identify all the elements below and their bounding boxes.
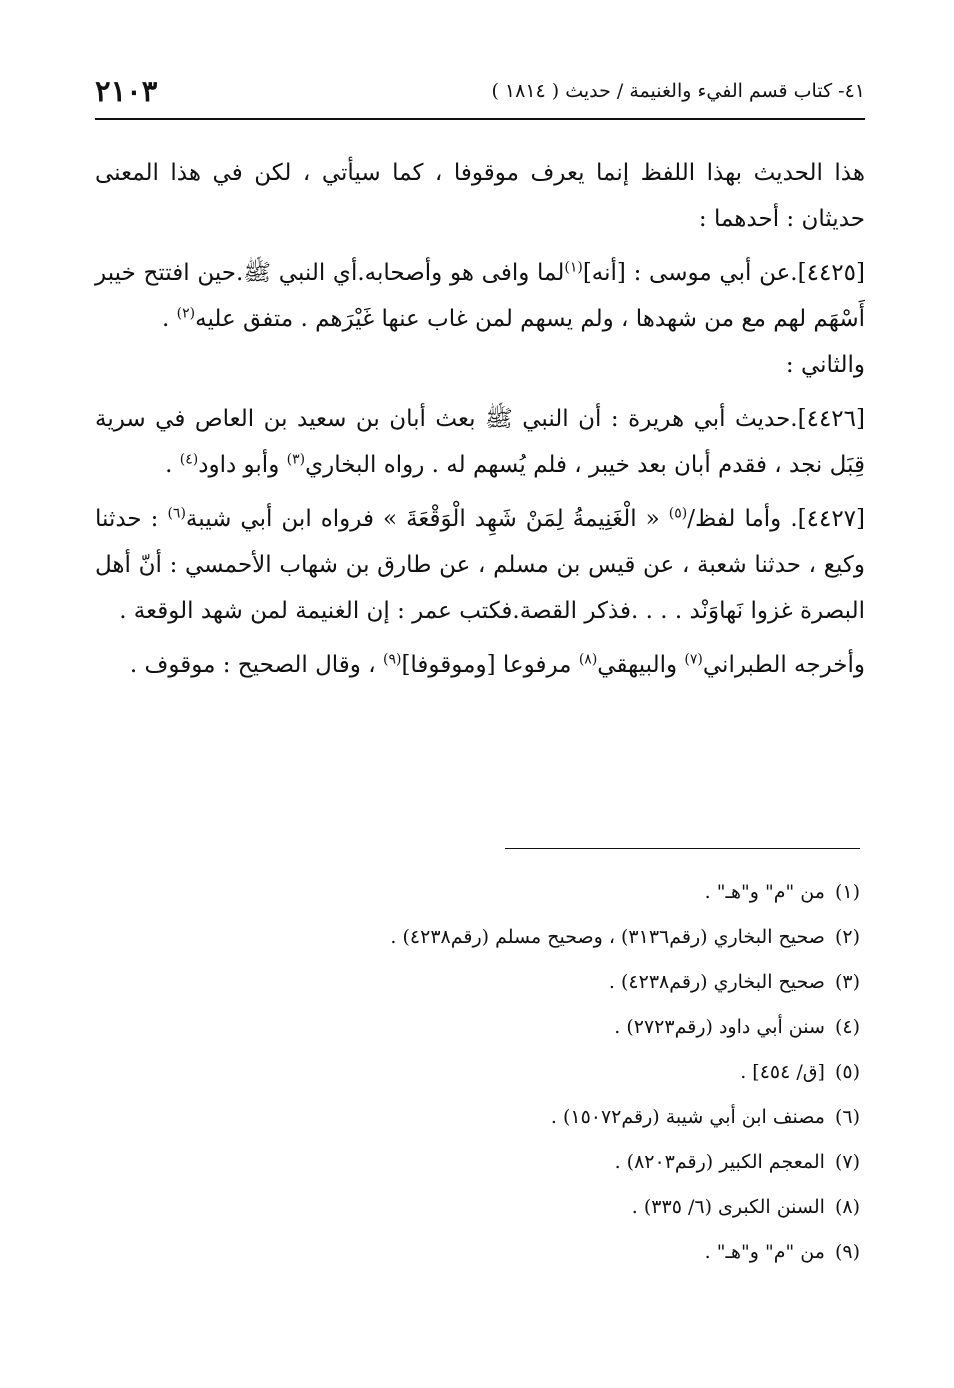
hadith-4427 xyxy=(95,496,865,634)
hadith-4426-text-c: . xyxy=(165,452,173,478)
footnote-text: السنن الكبرى (٦/ ٣٣٥) . xyxy=(631,1196,825,1218)
footnote-number: (٢) xyxy=(834,926,860,948)
footnote-text: صحيح البخاري (رقم٣١٣٦) ، وصحيح مسلم (رقم٤٢٣٨) . xyxy=(390,926,825,948)
hadith-4426 xyxy=(95,396,865,488)
footnote-ref-9[interactable]: (٩) xyxy=(382,651,402,668)
footnote-item xyxy=(95,1185,860,1230)
footnote-text: المعجم الكبير (رقم٨٢٠٣) . xyxy=(614,1151,825,1173)
intro-paragraph xyxy=(95,150,865,242)
main-text xyxy=(95,150,865,696)
hadith-4425-text-a: [٤٤٢٥].عن أبي موسى : [أنه] xyxy=(582,260,865,286)
hadith-4427-text-c: : حدثنا وكيع ، حدثنا شعبة ، عن قيس بن مسلم ، عن طارق بن شهاب الأحمسي : أنّ أهل البصرة غزوا نَهاوَنْد . . . .فذكر القصة.فكتب عمر : إن الغنيمة لمن شهد الوقعة . xyxy=(95,506,865,624)
footnote-ref-3[interactable]: (٣) xyxy=(286,451,306,468)
footnote-number: (٧) xyxy=(834,1151,860,1173)
header-rule xyxy=(95,118,865,120)
footnote-ref-6[interactable]: (٦) xyxy=(167,505,186,522)
footnote-ref-5[interactable]: (٥) xyxy=(668,505,688,522)
footnote-text: صحيح البخاري (رقم٤٢٣٨) . xyxy=(608,971,825,993)
footnote-ref-8[interactable]: (٨) xyxy=(578,651,598,668)
page-number: ٢١٠٣ xyxy=(95,74,158,108)
footnote-text: من "م" و"هـ" . xyxy=(704,1241,825,1263)
footnote-ref-7[interactable]: (٧) xyxy=(684,651,703,668)
footnote-ref-1[interactable]: (١) xyxy=(564,259,583,276)
footnote-item xyxy=(95,870,860,915)
footnote-item xyxy=(95,1095,860,1140)
footnote-number: (٦) xyxy=(834,1106,860,1128)
closing-text-b: والبيهقي xyxy=(597,652,678,678)
closing-text-d: ، وقال الصحيح : موقوف . xyxy=(129,652,376,678)
footnote-separator xyxy=(505,848,860,849)
hadith-4427-text-b: « الْغَنِيمةُ لِمَنْ شَهِد الْوَقْعَةَ » فرواه ابن أبي شيبة xyxy=(185,506,660,532)
hadith-4426-text-a: [٤٤٢٦].حديث أبي هريرة : أن النبي ﷺ بعث أبان بن سعيد بن العاص في سرية قِبَل نجد ، فقدم أبان بعد خيبر ، فلم يُسهم له . رواه البخاري xyxy=(95,406,865,478)
hadith-4426-text-b: وأبو داود xyxy=(198,452,280,478)
footnote-text: سنن أبي داود (رقم٢٧٢٣) . xyxy=(614,1016,825,1038)
closing-text-c: مرفوعا [وموقوفا] xyxy=(401,652,572,678)
footnote-ref-4[interactable]: (٤) xyxy=(179,451,199,468)
footnote-text: [ق/ ٤٥٤] . xyxy=(740,1061,825,1083)
hadith-4425-text-c: . xyxy=(162,306,170,332)
footnote-ref-2[interactable]: (٢) xyxy=(176,305,196,322)
footnote-item xyxy=(95,960,860,1005)
footnote-number: (١) xyxy=(834,881,860,903)
footnote-text: من "م" و"هـ" . xyxy=(704,881,825,903)
second-label-text: والثاني : xyxy=(785,352,865,378)
footnote-number: (٩) xyxy=(834,1241,860,1263)
footnote-item xyxy=(95,1230,860,1275)
hadith-4425-text-b: لما وافى هو وأصحابه.أي النبي ﷺ.حين افتتح خيبر أَسْهَم لهم مع من شهدها ، ولم يسهم لمن غاب عنها غَيْرَهم . متفق عليه xyxy=(95,260,865,332)
second-label xyxy=(95,342,865,388)
closing-text-a: وأخرجه الطبراني xyxy=(702,652,865,678)
footnote-item xyxy=(95,1005,860,1050)
hadith-4427-text-a: [٤٤٢٧]. وأما لفظ/ xyxy=(687,506,866,532)
footnotes-list xyxy=(95,870,860,1275)
footnote-number: (٨) xyxy=(834,1196,860,1218)
closing-paragraph xyxy=(95,642,865,688)
footnote-item xyxy=(95,1140,860,1185)
footnote-item xyxy=(95,1050,860,1095)
footnote-number: (٥) xyxy=(834,1061,860,1083)
hadith-4425 xyxy=(95,250,865,342)
footnote-item xyxy=(95,915,860,960)
chapter-title: ٤١- كتاب قسم الفيء والغنيمة / حديث ( ١٨١٤ ) xyxy=(491,80,865,102)
running-header xyxy=(95,74,865,114)
footnote-text: مصنف ابن أبي شيبة (رقم١٥٠٧٢) . xyxy=(550,1106,825,1128)
intro-text: هذا الحديث بهذا اللفظ إنما يعرف موقوفا ، كما سيأتي ، لكن في هذا المعنى حديثان : أحدهما : xyxy=(95,160,865,232)
footnote-number: (٤) xyxy=(834,1016,860,1038)
footnote-number: (٣) xyxy=(834,971,860,993)
